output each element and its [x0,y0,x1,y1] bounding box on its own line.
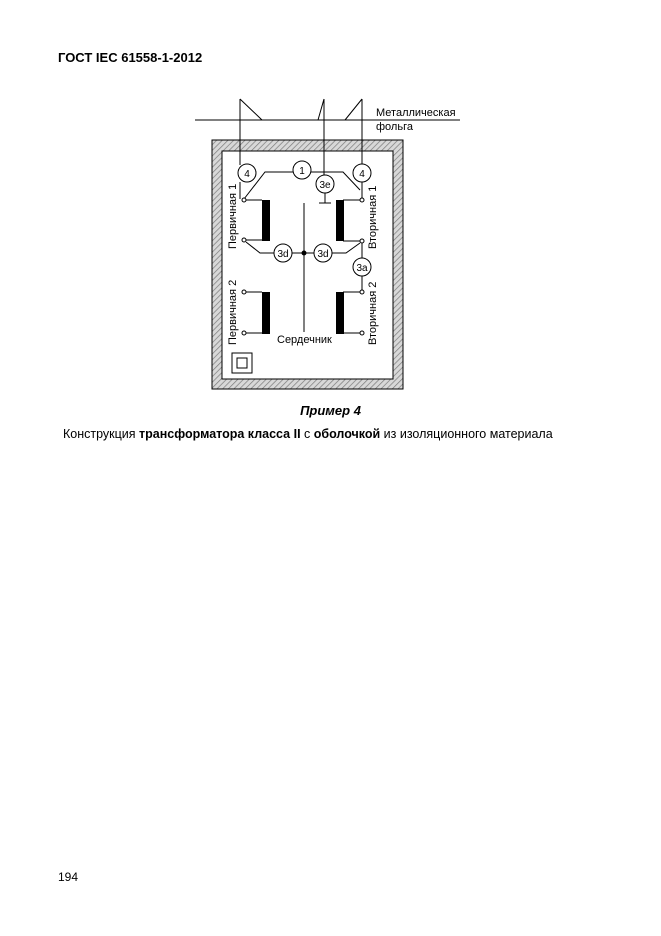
marker-4-left-label: 4 [244,169,250,180]
marker-4-right-label: 4 [359,169,365,180]
caption-part: с [300,427,314,441]
marker-3d-left-label: 3d [277,249,289,260]
terminal-symbol [318,99,324,120]
marker-1-label: 1 [299,166,305,177]
caption-part: из изоляционного материала [380,427,553,441]
class-ii-symbol-inner [237,358,247,368]
wire [343,200,360,241]
transformer-diagram [0,0,661,400]
wire [246,292,262,333]
caption-bold-part: трансформатора класса II [139,427,301,441]
marker-3d-right-label: 3d [317,249,329,260]
foil-label-line2: фольга [376,121,413,133]
core-junction [302,251,307,256]
secondary-1-label: Вторичная 1 [367,185,379,249]
marker-3e-label: 3e [319,180,331,191]
terminal-dot [242,331,246,335]
wire [343,292,360,333]
terminal-dot [360,331,364,335]
terminal-dot [242,198,246,202]
secondary-1-winding [336,200,344,241]
marker-3a-label: 3a [356,263,368,274]
terminal-dot [360,290,364,294]
figure-caption-title: Пример 4 [300,403,361,418]
figure-caption-text [63,427,553,441]
terminal-symbol [240,99,262,120]
document-header: ГОСТ IEC 61558-1-2012 [58,50,203,65]
terminal-dot [360,239,364,243]
foil-label: Металлическая [376,107,456,119]
terminal-dot [242,238,246,242]
class-ii-symbol [232,353,252,373]
secondary-2-winding [336,292,344,334]
page-number: 194 [58,870,79,884]
marker-3d-lead [332,243,360,253]
caption-part: Конструкция [63,427,140,441]
wire [246,200,262,240]
primary-2-label: Первичная 2 [227,279,239,345]
secondary-2-label: Вторичная 2 [367,281,379,345]
terminal-symbol [345,99,362,120]
primary-1-winding [262,200,270,241]
primary-1-label: Первичная 1 [227,183,239,249]
primary-2-winding [262,292,270,334]
terminal-dot [360,198,364,202]
core-label: Сердечник [277,334,332,346]
terminal-dot [242,290,246,294]
marker-3d-lead [246,242,274,253]
caption-bold-part: оболочкой [313,427,381,441]
